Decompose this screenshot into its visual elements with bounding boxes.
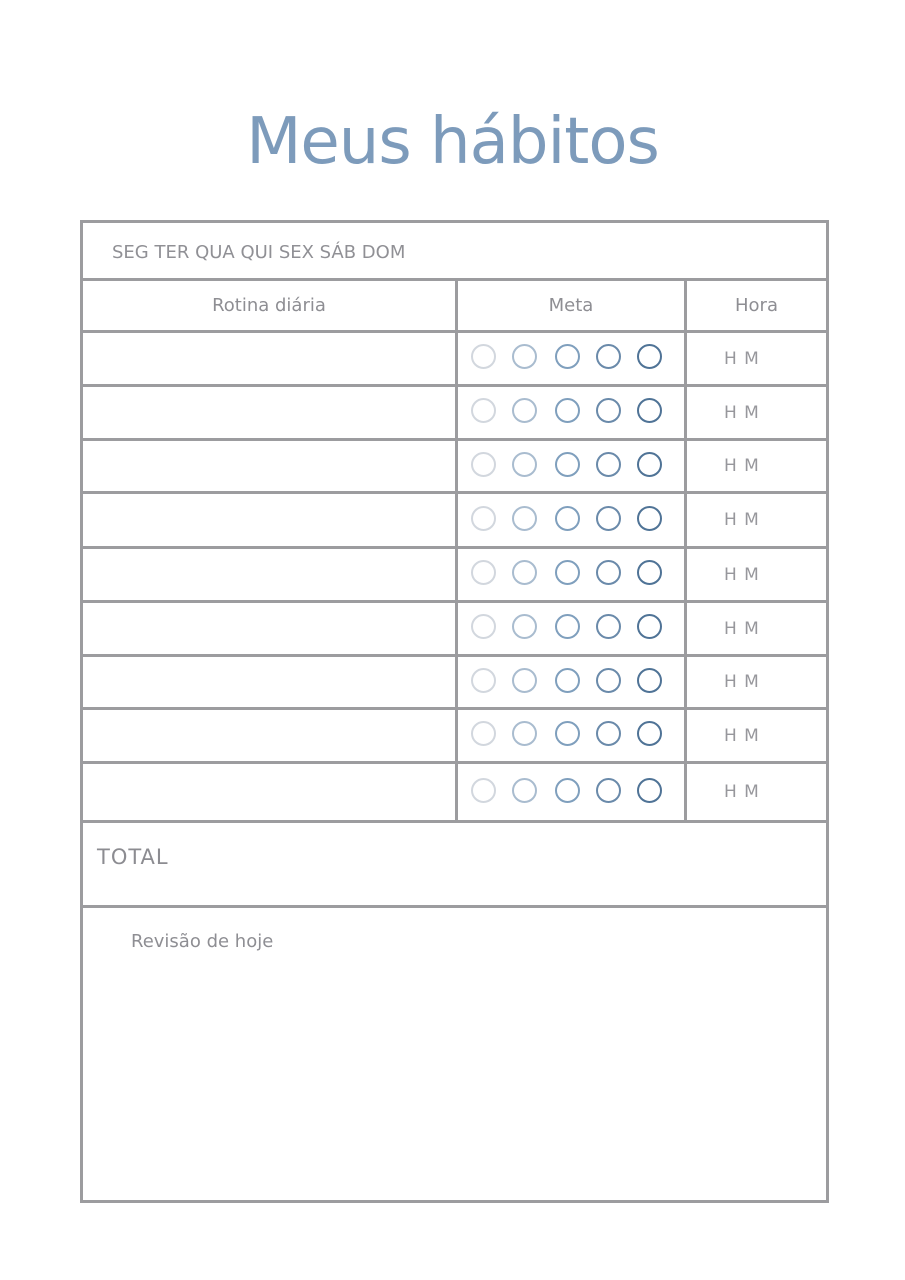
weekday-selector[interactable]: SEG TER QUA QUI SEX SÁB DOM [112,242,406,263]
routine-field[interactable] [97,615,437,641]
goal-checkbox[interactable] [596,668,621,693]
goal-checkbox[interactable] [555,614,580,639]
habit-row [83,549,826,600]
goal-checkbox[interactable] [555,344,580,369]
goal-checkbox[interactable] [512,506,537,531]
time-field[interactable]: H M [724,403,760,423]
goal-checkbox[interactable] [555,506,580,531]
review-label: Revisão de hoje [131,931,274,952]
goal-checkbox[interactable] [512,721,537,746]
time-field[interactable]: H M [724,349,760,369]
habit-row [83,333,826,384]
routine-field[interactable] [97,722,437,748]
goal-checkbox[interactable] [637,778,662,803]
goal-checkbox[interactable] [471,614,496,639]
goal-checkbox[interactable] [555,778,580,803]
goal-checkbox[interactable] [596,721,621,746]
routine-field[interactable] [97,453,437,479]
time-field[interactable]: H M [724,726,760,746]
goal-checkbox[interactable] [555,721,580,746]
goal-checkbox[interactable] [512,452,537,477]
goal-checkbox[interactable] [512,778,537,803]
goal-checkbox[interactable] [637,452,662,477]
habit-row [83,494,826,546]
goal-checkbox[interactable] [596,778,621,803]
habit-row [83,603,826,654]
routine-field[interactable] [97,399,437,425]
goal-checkbox[interactable] [637,721,662,746]
goal-checkbox[interactable] [471,560,496,585]
divider [83,905,826,908]
routine-field[interactable] [97,561,437,587]
goal-checkbox[interactable] [512,344,537,369]
column-header-goal: Meta [548,295,594,316]
routine-field[interactable] [97,776,437,802]
goal-checkbox[interactable] [512,614,537,639]
routine-field[interactable] [97,669,437,695]
goal-checkbox[interactable] [471,344,496,369]
column-header-routine: Rotina diária [212,295,326,316]
goal-checkbox[interactable] [471,398,496,423]
total-label: TOTAL [97,845,169,869]
goal-checkbox[interactable] [596,614,621,639]
habit-row [83,441,826,491]
column-header-time: Hora [735,295,778,316]
goal-checkbox[interactable] [555,452,580,477]
habit-row [83,764,826,820]
habit-tracker-sheet [80,220,829,1203]
goal-checkbox[interactable] [637,506,662,531]
goal-checkbox[interactable] [596,398,621,423]
time-field[interactable]: H M [724,672,760,692]
goal-checkbox[interactable] [471,778,496,803]
goal-checkbox[interactable] [512,668,537,693]
goal-checkbox[interactable] [471,506,496,531]
routine-field[interactable] [97,345,437,371]
habit-row [83,710,826,761]
goal-checkbox[interactable] [512,560,537,585]
goal-checkbox[interactable] [637,398,662,423]
goal-checkbox[interactable] [555,560,580,585]
goal-checkbox[interactable] [512,398,537,423]
goal-checkbox[interactable] [637,614,662,639]
goal-checkbox[interactable] [596,452,621,477]
goal-checkbox[interactable] [596,344,621,369]
goal-checkbox[interactable] [471,668,496,693]
goal-checkbox[interactable] [471,452,496,477]
goal-checkbox[interactable] [555,668,580,693]
time-field[interactable]: H M [724,510,760,530]
habit-row [83,387,826,438]
routine-field[interactable] [97,506,437,532]
goal-checkbox[interactable] [637,344,662,369]
time-field[interactable]: H M [724,456,760,476]
goal-checkbox[interactable] [471,721,496,746]
time-field[interactable]: H M [724,565,760,585]
page-title: Meus hábitos [246,105,659,179]
time-field[interactable]: H M [724,619,760,639]
goal-checkbox[interactable] [637,560,662,585]
goal-checkbox[interactable] [637,668,662,693]
time-field[interactable]: H M [724,782,760,802]
habit-row [83,657,826,707]
goal-checkbox[interactable] [555,398,580,423]
goal-checkbox[interactable] [596,560,621,585]
goal-checkbox[interactable] [596,506,621,531]
